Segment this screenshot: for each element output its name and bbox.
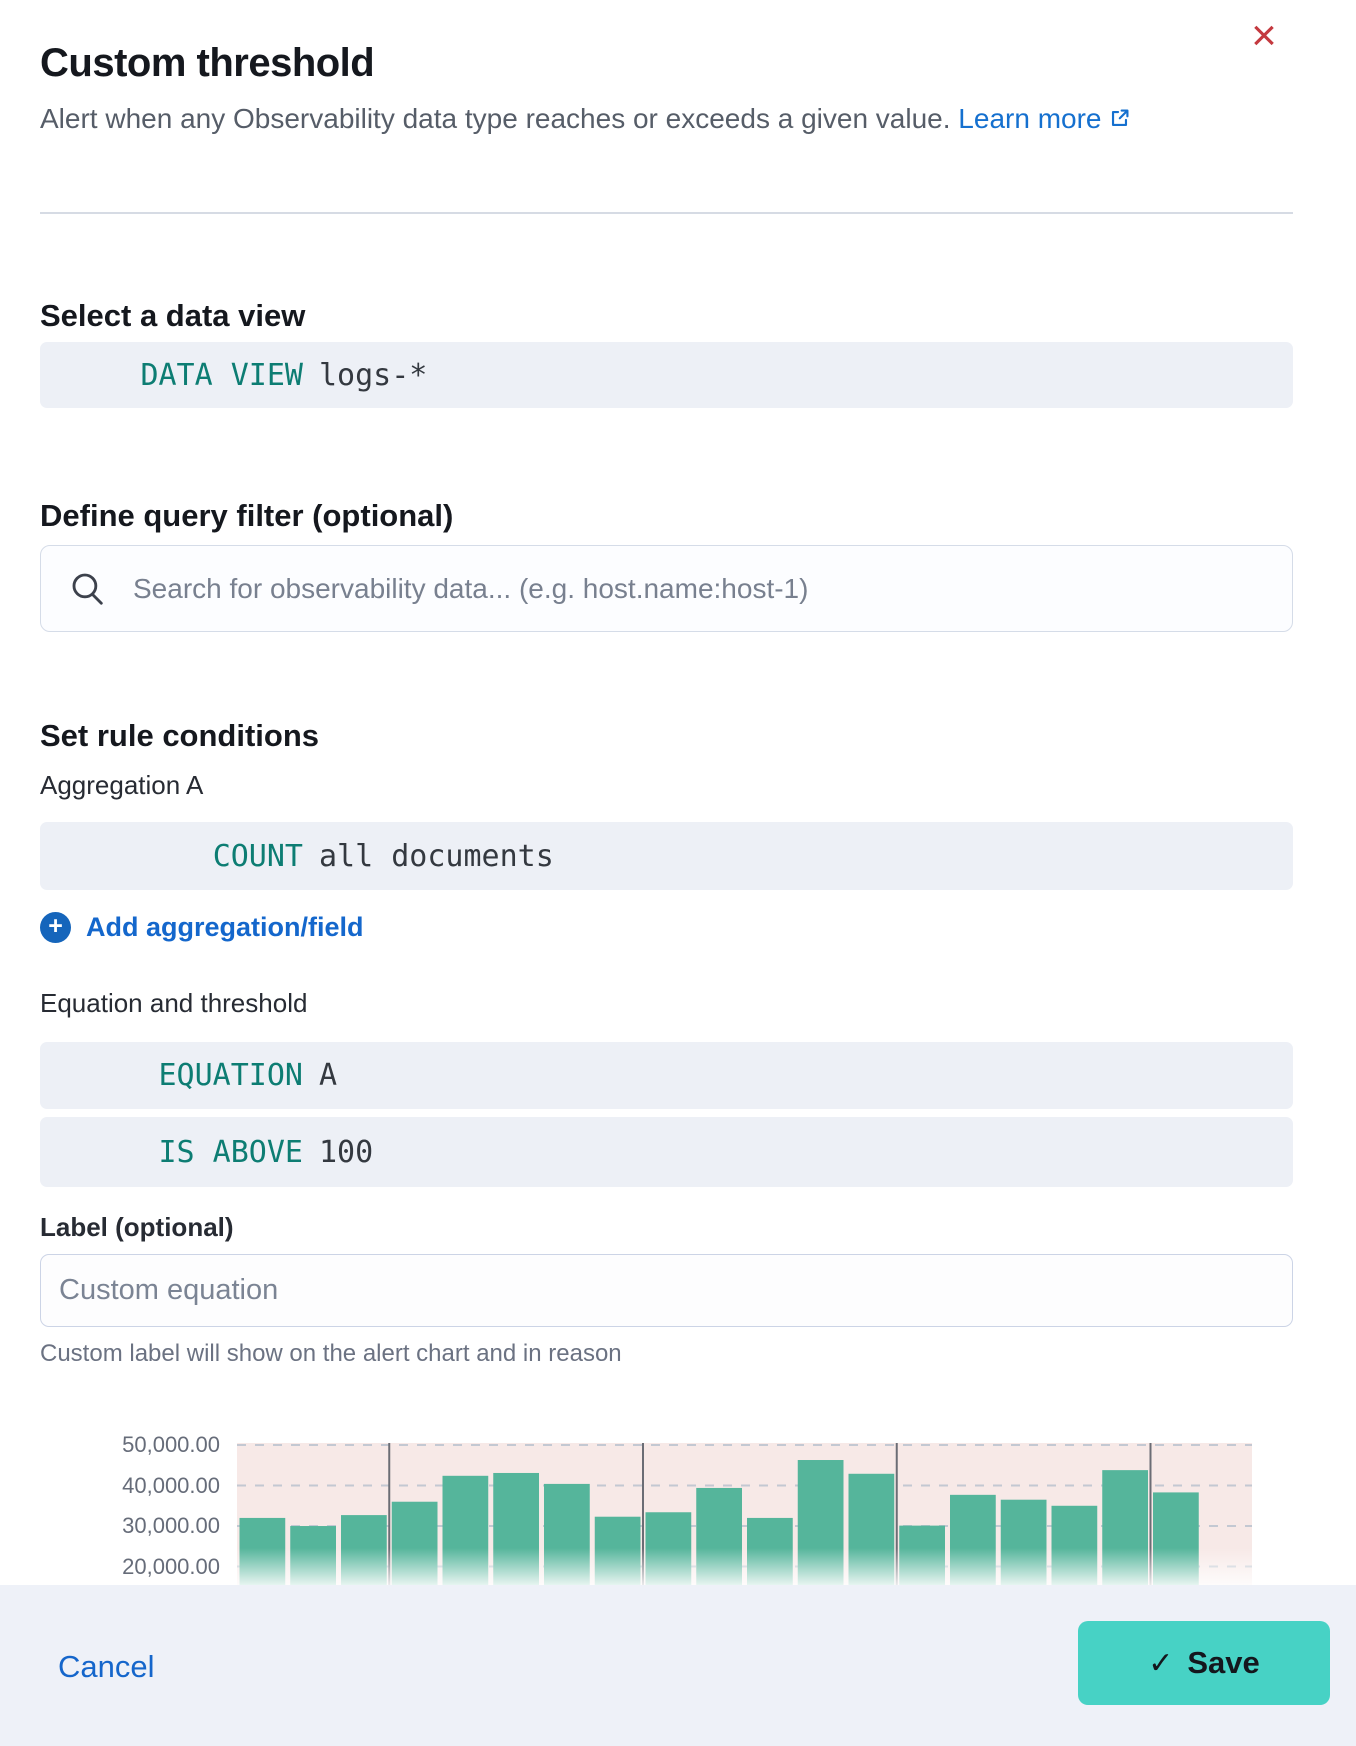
- search-icon: [69, 570, 107, 608]
- equation-value: A: [319, 1058, 338, 1093]
- data-view-expression[interactable]: [40, 342, 1293, 408]
- bar: [646, 1512, 692, 1595]
- save-button[interactable]: [1078, 1621, 1330, 1705]
- bar: [798, 1460, 844, 1595]
- equation-expression[interactable]: [40, 1042, 1293, 1109]
- preview-chart: [0, 1432, 1356, 1595]
- label-optional-label: Label (optional): [40, 1212, 234, 1242]
- bar: [341, 1515, 387, 1595]
- bar: [1001, 1500, 1047, 1595]
- search-input[interactable]: [107, 573, 1292, 605]
- aggregation-label: Aggregation A: [40, 770, 204, 800]
- equation-threshold-label: Equation and threshold: [40, 988, 308, 1018]
- bar: [696, 1488, 742, 1595]
- custom-label-input-box: [40, 1254, 1293, 1327]
- bar: [1102, 1470, 1148, 1595]
- bar: [747, 1518, 793, 1595]
- bar: [493, 1473, 539, 1595]
- threshold-keyword: IS ABOVE: [158, 1134, 303, 1170]
- page-title: Custom threshold: [40, 40, 375, 85]
- plus-icon: +: [40, 912, 71, 943]
- bar: [240, 1518, 286, 1595]
- save-button-label: Save: [1187, 1645, 1260, 1680]
- cancel-button[interactable]: Cancel: [58, 1649, 155, 1684]
- bar: [1153, 1492, 1199, 1595]
- add-aggregation-label: Add aggregation/field: [86, 912, 364, 942]
- y-axis-tick-label: 20,000.00: [122, 1553, 220, 1579]
- threshold-value: 100: [319, 1134, 374, 1170]
- bar: [544, 1484, 590, 1595]
- external-link-icon: [1108, 100, 1131, 142]
- flyout-description: [40, 98, 1240, 142]
- flyout-footer: [0, 1585, 1356, 1746]
- custom-label-input[interactable]: [41, 1274, 1292, 1307]
- bar: [1052, 1506, 1098, 1595]
- bar: [392, 1502, 438, 1595]
- label-help-text: Custom label will show on the alert chart and in reason: [40, 1340, 622, 1367]
- section-heading-query-filter: Define query filter (optional): [40, 497, 454, 533]
- data-view-keyword: DATA VIEW: [140, 357, 303, 393]
- aggregation-keyword: COUNT: [212, 838, 303, 874]
- bar: [950, 1495, 996, 1595]
- aggregation-expression[interactable]: [40, 822, 1293, 890]
- y-axis-tick-label: 50,000.00: [122, 1432, 220, 1458]
- bar: [443, 1476, 489, 1595]
- equation-keyword: EQUATION: [158, 1058, 303, 1093]
- y-axis-tick-label: 30,000.00: [122, 1513, 220, 1539]
- section-heading-rule-conditions: Set rule conditions: [40, 717, 320, 753]
- close-icon[interactable]: ×: [1240, 12, 1288, 60]
- query-filter-search-box: [40, 545, 1293, 632]
- learn-more-link[interactable]: Learn more: [958, 103, 1102, 134]
- add-aggregation-link[interactable]: [40, 912, 364, 943]
- data-view-value: logs-*: [319, 357, 428, 393]
- section-heading-data-view: Select a data view: [40, 297, 306, 333]
- bar: [849, 1474, 895, 1595]
- y-axis-tick-label: 40,000.00: [122, 1472, 220, 1498]
- check-icon: ✓: [1148, 1646, 1174, 1680]
- description-text: Alert when any Observability data type reaches or exceeds a given value.: [40, 103, 951, 134]
- header-divider: [40, 212, 1293, 214]
- chart-plot-area: [237, 1443, 1252, 1595]
- aggregation-value: all documents: [319, 838, 554, 874]
- bar: [595, 1517, 641, 1595]
- threshold-expression[interactable]: [40, 1117, 1293, 1187]
